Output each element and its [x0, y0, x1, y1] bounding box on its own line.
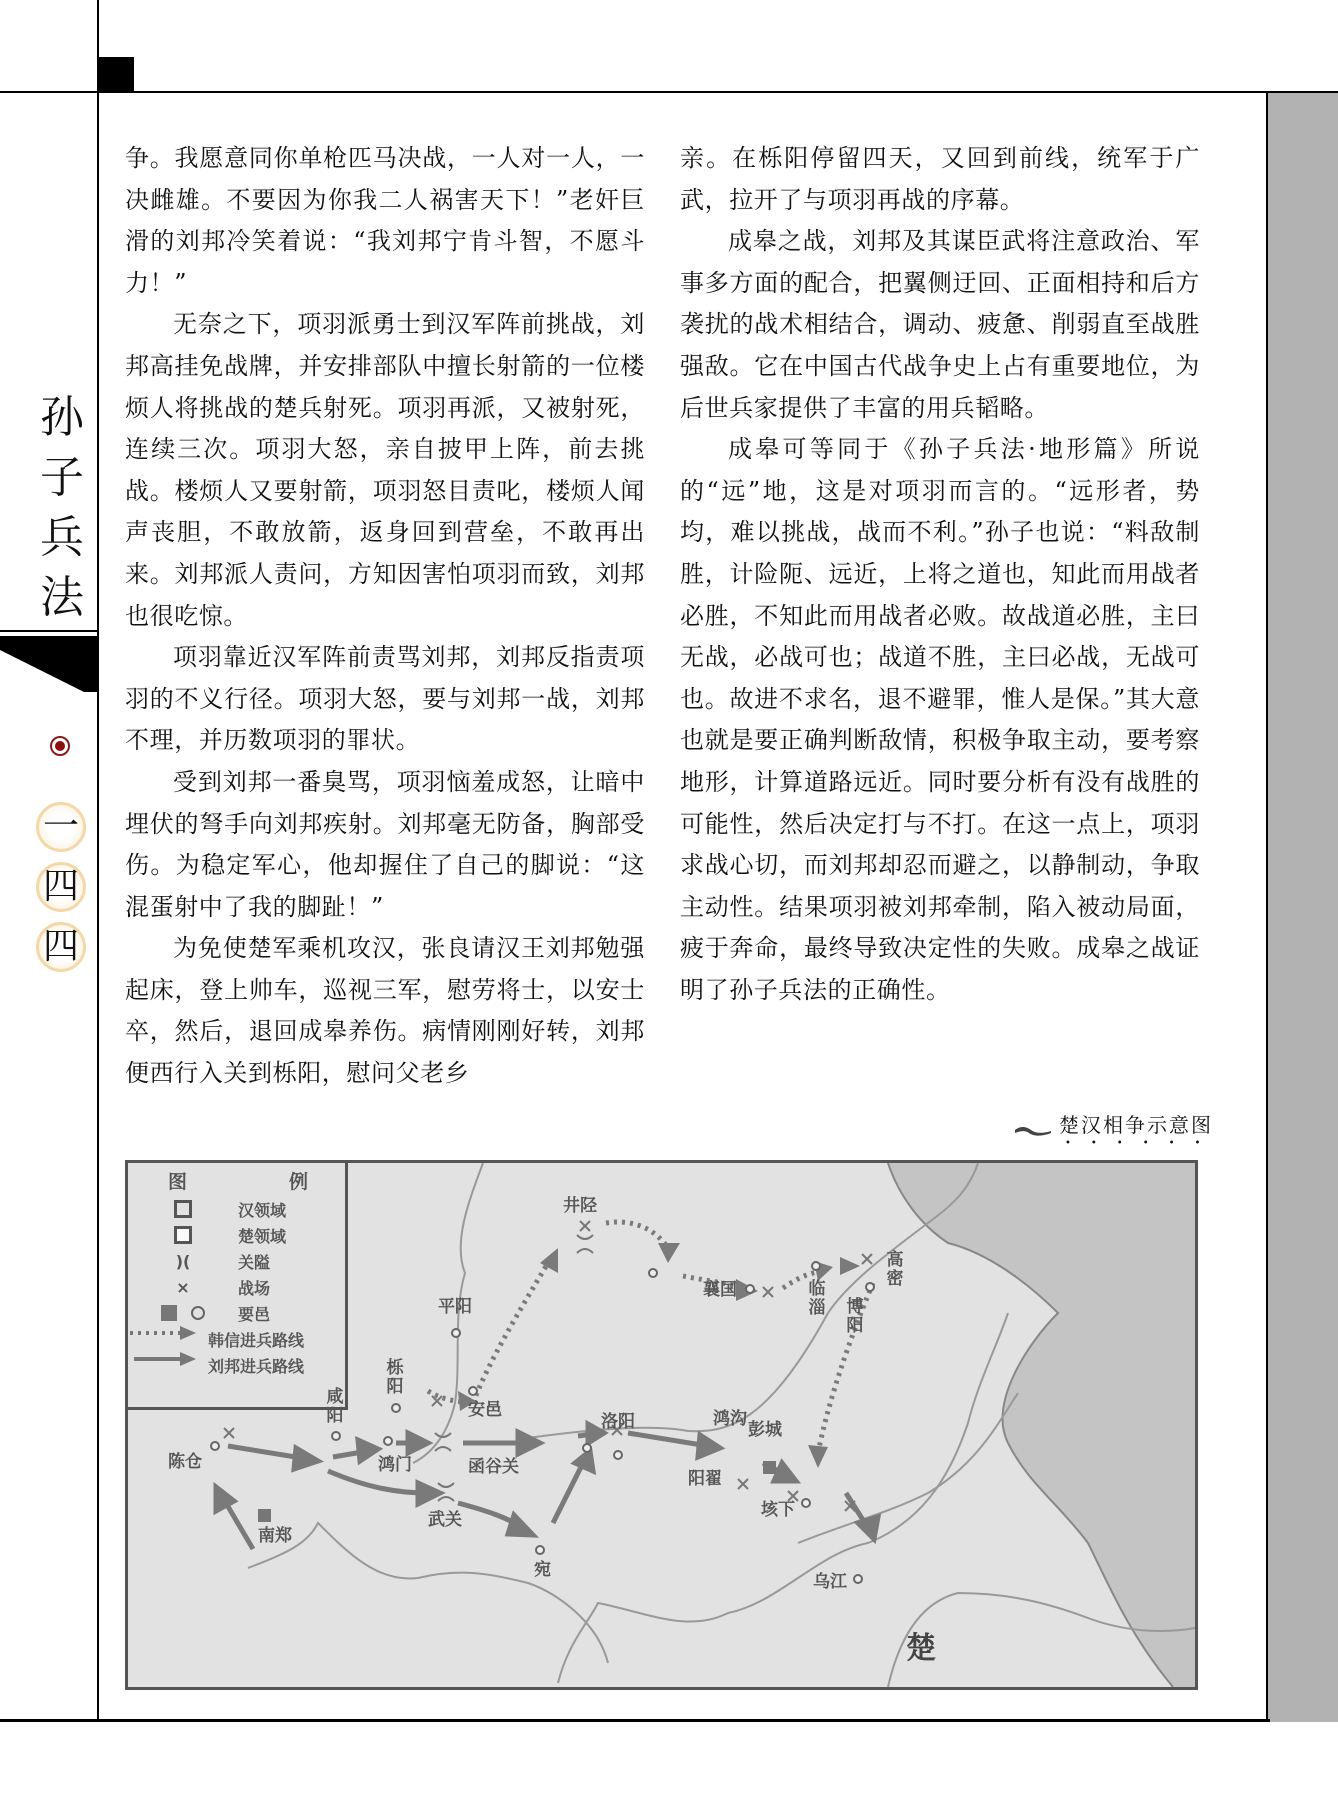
legend-item — [128, 1196, 348, 1222]
city-marker — [649, 1269, 657, 1277]
page-number-char: 四 — [36, 922, 86, 972]
city-marker — [332, 1432, 340, 1440]
book-title-char: 孙 — [40, 392, 84, 443]
route-arrowhead — [294, 1448, 318, 1469]
paragraph: 亲。在栎阳停留四天，又回到前线，统军于广武，拉开了与项羽再战的序幕。 — [680, 144, 1200, 214]
book-title-char: 兵 — [40, 512, 84, 563]
place-label: 阳翟 — [688, 1469, 722, 1489]
page-number-char: 四 — [36, 862, 86, 912]
chu-territory-swatch — [174, 1226, 192, 1244]
place-label: 高密 — [886, 1250, 904, 1289]
caption-text: 楚汉相争示意图 — [1059, 1113, 1213, 1137]
place-label: 南郑 — [258, 1526, 292, 1546]
place-label: 咸阳 — [326, 1387, 344, 1426]
legend-label: 楚领域 — [238, 1226, 287, 1246]
route-arrowhead — [840, 1257, 860, 1275]
place-label: 栎阳 — [386, 1358, 404, 1397]
footer-rule — [0, 1719, 1270, 1722]
route-arrowhead — [698, 1435, 720, 1457]
route-arrowhead — [658, 1243, 680, 1263]
city-marker — [854, 1575, 862, 1583]
battlefield-marker — [224, 1428, 234, 1438]
legend-item — [128, 1274, 348, 1300]
liu-bang-routes — [216, 1424, 878, 1549]
legend-title-left: 图 — [168, 1171, 188, 1193]
book-title-vertical — [30, 388, 94, 628]
header-rule — [0, 91, 1338, 93]
pass-marker — [577, 1235, 593, 1253]
place-label: 洛阳 — [601, 1412, 635, 1432]
city-marker — [746, 1285, 754, 1293]
route-arrowhead — [858, 1517, 878, 1539]
route-arrowhead — [408, 1433, 428, 1453]
paragraph: 受到刘邦一番臭骂，项羽恼羞成怒，让暗中埋伏的弩手向刘邦疾射。刘邦毫无防备，胸部受伤。为稳定军心，他却握住了自己的脚说：“这混蛋射中了我的脚趾！” — [125, 767, 645, 921]
battlefield-marker — [763, 1287, 773, 1297]
sidebar-divider — [0, 630, 98, 632]
city-marker — [536, 1546, 544, 1554]
city-marker — [812, 1262, 820, 1270]
bullet-dot-icon — [50, 736, 70, 756]
route-arrowhead — [774, 1463, 796, 1481]
legend-label: 韩信进兵路线 — [208, 1330, 305, 1350]
paragraph: 无奈之下，项羽派勇士到汉军阵前挑战，刘邦高挂免战牌，并安排部队中擅长射箭的一位楼烦人将挑战的楚兵射死。项羽再派，又被射死，连续三次。项羽大怒，亲自披甲上阵，前去挑战。楼烦人又要射箭，项羽怒目责叱，楼烦人闻声丧胆，不敢放箭，返身回到营垒，不敢再出来。刘邦派人责问，方知因害怕项羽而致，刘邦也很吃惊。 — [125, 310, 645, 630]
page-number-char: 一 — [36, 802, 86, 852]
place-label: 博阳 — [846, 1297, 864, 1336]
legend-item — [128, 1352, 348, 1378]
route-arrowhead — [808, 1445, 828, 1468]
battlefield-marker — [862, 1254, 872, 1264]
legend-label: 关隘 — [238, 1252, 271, 1272]
place-label: 鸿沟 — [713, 1409, 747, 1429]
city-marker — [866, 1283, 874, 1291]
legend-label: 战场 — [238, 1278, 271, 1298]
legend-item — [128, 1300, 348, 1326]
caption-ornament-icon — [1013, 1124, 1053, 1138]
solid-arrow-icon — [128, 1352, 198, 1366]
legend-title-right: 例 — [288, 1171, 308, 1193]
legend-label: 汉领域 — [238, 1200, 287, 1220]
place-label: 临淄 — [808, 1279, 826, 1318]
paragraph: 为免使楚军乘机攻汉，张良请汉王刘邦勉强起床，登上帅车，巡视三军，慰劳将士，以安士卒，然后，退回成皋养伤。病情刚刚好转，刘邦便西行入关到栎阳，慰问父老乡 — [125, 934, 645, 1088]
battlefield-marker — [738, 1479, 748, 1489]
city-marker — [452, 1329, 460, 1337]
route-arrowhead — [518, 1432, 540, 1454]
page-number-vertical — [36, 802, 88, 982]
emphasis-dots: •••••• — [1065, 1138, 1221, 1149]
route-arrowhead — [358, 1440, 378, 1461]
place-label: 武关 — [428, 1510, 462, 1530]
city-marker — [614, 1451, 622, 1459]
city-marker — [211, 1442, 219, 1450]
route-dotted — [473, 1263, 548, 1403]
place-label: 平阳 — [438, 1297, 472, 1317]
place-label: 乌江 — [813, 1572, 847, 1592]
book-title-char: 法 — [40, 572, 84, 623]
city-marker — [802, 1499, 810, 1507]
place-label: 陈仓 — [168, 1452, 202, 1472]
border-line — [558, 1313, 1008, 1683]
pass-icon: )( — [175, 1251, 191, 1271]
place-label: 襄国 — [703, 1280, 737, 1300]
han-territory-swatch — [174, 1200, 192, 1218]
legend-label: 刘邦进兵路线 — [208, 1356, 305, 1376]
border-line — [248, 1523, 608, 1663]
paragraph: 项羽靠近汉军阵前责骂刘邦，刘邦反指责项羽的不义行径。项羽大怒，要与刘邦一战，刘邦不理，并历数项羽的罪状。 — [125, 643, 645, 755]
legend-item — [128, 1248, 348, 1274]
city-marker — [392, 1404, 400, 1412]
city-marker — [469, 1387, 477, 1395]
corner-block-decoration — [98, 57, 134, 92]
page-edge-strip — [1268, 93, 1338, 1722]
route-arrowhead — [418, 1483, 440, 1504]
place-label: 彭城 — [748, 1420, 782, 1440]
route-arrowhead — [540, 1248, 558, 1273]
city-marker — [384, 1437, 392, 1445]
legend-item — [128, 1326, 348, 1352]
route-arrow — [628, 1433, 708, 1446]
book-title-char: 子 — [40, 452, 84, 503]
figure-caption — [1013, 1112, 1221, 1149]
paragraph: 争。我愿意同你单枪匹马决战，一人对一人，一决雌雄。不要因为你我二人祸害天下！”老奸巨滑的刘邦冷笑着说：“我刘邦宁肯斗智，不愿斗力！” — [125, 144, 645, 297]
capital-marker — [258, 1509, 271, 1522]
paragraph: 成皋之战，刘邦及其谋臣武将注意政治、军事多方面的配合，把翼侧迂回、正面相持和后方袭扰的战术相结合，调动、疲惫、削弱直至战胜强敌。它在中国古代战争史上占有重要地位，为后世兵家提供了丰富的用兵韬略。 — [680, 227, 1200, 422]
place-label: 函谷关 — [468, 1457, 519, 1477]
battlefield-marker — [580, 1221, 590, 1231]
legend-title — [168, 1167, 308, 1194]
dotted-arrow-icon — [128, 1326, 198, 1340]
chu-han-map — [125, 1160, 1198, 1690]
route-arrowhead — [575, 1451, 593, 1471]
place-label: 垓下 — [761, 1500, 795, 1520]
route-arrow — [553, 1463, 583, 1523]
place-label: 宛 — [534, 1560, 551, 1580]
sidebar-wedge-decoration — [0, 636, 98, 692]
capital-marker — [763, 1461, 776, 1474]
right-text-column — [680, 138, 1200, 1011]
left-margin-rule — [97, 0, 99, 1720]
place-label: 井陉 — [563, 1196, 597, 1216]
map-legend — [128, 1163, 348, 1410]
city-marker — [583, 1444, 591, 1452]
battlefield-icon: × — [176, 1277, 190, 1297]
paragraph: 成皋可等同于《孙子兵法·地形篇》所说的“远”地，这是对项羽而言的。“远形者，势均，难以挑战，战而不利。”孙子也说：“料敌制胜，计险阨、远近，上将之道也，知此而用战者必胜，不知此而用战者必败。故战道必胜，主曰无战，必战可也；战道不胜，主曰必战，无战可也。故进不求名，退不避罪，惟人是保。”其大意也就是要正确判断敌情，积极争取主动，要考察地形，计算道路远近。同时要分析有没有战胜的可能性，然后决定打与不打。在这一点上，项羽求战心切，而刘邦却忍而避之，以静制动，争取主动性。结果项羽被刘邦牵制，陷入被动局面，疲于奔命，最终导致决定性的失败。成皋之战证明了孙子兵法的正确性。 — [680, 435, 1200, 1004]
city-icon — [191, 1306, 205, 1320]
left-text-column — [125, 138, 645, 1095]
region-label: 楚 — [906, 1631, 936, 1666]
place-label: 鸿门 — [378, 1455, 412, 1475]
route-arrowhead — [508, 1515, 533, 1535]
place-label: 安邑 — [468, 1400, 502, 1420]
capital-icon — [161, 1305, 177, 1321]
legend-item — [128, 1222, 348, 1248]
legend-label: 要邑 — [238, 1304, 271, 1324]
sea-region — [888, 1163, 1195, 1687]
